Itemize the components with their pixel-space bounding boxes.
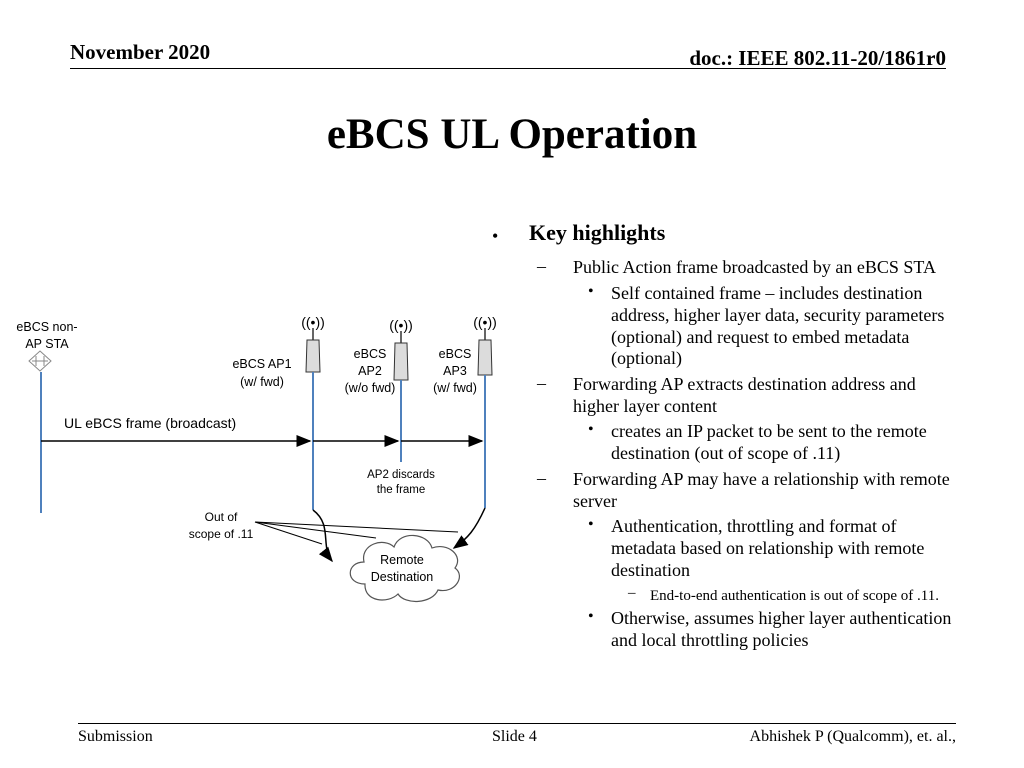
dash-marker: –: [537, 256, 546, 276]
ap2-label-line2: AP2: [358, 364, 382, 378]
remote-label-line1: Remote: [380, 553, 424, 567]
ap3-label-line2: AP3: [443, 364, 467, 378]
svg-text:((•)): ((•)): [389, 317, 413, 333]
bullet-level2-continued: destination: [611, 560, 690, 580]
bullet-level1: Forwarding AP extracts destination address and: [573, 374, 916, 394]
header-date: November 2020: [70, 40, 211, 64]
bullet-level2-continued: and local throttling policies: [611, 630, 809, 650]
network-diagram: [0, 300, 520, 610]
dash-marker: –: [537, 373, 546, 393]
ap1-label-line2: (w/ fwd): [240, 375, 284, 389]
bullet-level3: End-to-end authentication is out of scope of .11.: [650, 588, 939, 604]
ap3-antenna-icon: [473, 314, 497, 375]
bullet-dot: •: [588, 421, 594, 438]
bullet-level1: Forwarding AP may have a relationship with remote: [573, 469, 950, 489]
discard-label-line2: the frame: [376, 484, 426, 496]
ap1-antenna-icon: [301, 314, 325, 372]
bullet-level1: Public Action frame broadcasted by an eBCS STA: [573, 257, 936, 277]
bullet-level2: Otherwise, assumes higher layer authentication: [611, 608, 952, 628]
bullet-level1-continued: server: [573, 491, 617, 511]
ap2-label-line1: eBCS: [353, 347, 387, 361]
slide-title: eBCS UL Operation: [326, 111, 698, 158]
bullet-level2-continued: destination (out of scope of .11): [611, 443, 841, 463]
bullet-level2-continued: address, higher layer data, security parameters: [611, 305, 945, 325]
bullet-level2-continued: (optional): [611, 348, 682, 368]
bullet-dot: •: [492, 226, 499, 246]
ap1-label-line1: eBCS AP1: [232, 357, 292, 371]
remote-label-line2: Destination: [370, 570, 434, 584]
footer-divider: [78, 723, 956, 724]
dash-marker: –: [537, 468, 546, 488]
footer-author: Abhishek P (Qualcomm), et. al.,: [749, 728, 956, 745]
bullet-level1-continued: higher layer content: [573, 396, 717, 416]
bullet-dot: •: [588, 283, 594, 300]
discard-label-line1: AP2 discards: [367, 469, 435, 481]
sta-label-line2: AP STA: [25, 337, 69, 351]
dash-marker: –: [628, 585, 636, 601]
svg-text:((•)): ((•)): [473, 314, 497, 330]
header-divider: [70, 68, 946, 69]
header-doc-id: doc.: IEEE 802.11-20/1861r0: [689, 46, 946, 70]
ap1-to-remote-arrow: [313, 510, 332, 561]
frame-label: UL eBCS frame (broadcast): [64, 415, 237, 431]
ap3-label-line1: eBCS: [438, 347, 472, 361]
scope-callout-line-1: [255, 522, 376, 538]
bullet-dot: •: [588, 608, 594, 625]
bullet-level2-continued: (optional) and request to embed metadata: [611, 327, 910, 347]
sta-label-line1: eBCS non-: [16, 320, 78, 334]
ap3-label-line3: (w/ fwd): [433, 381, 477, 395]
scope-label-line1: Out of: [204, 510, 238, 524]
ap2-label-line3: (w/o fwd): [344, 381, 396, 395]
bullet-dot: •: [588, 516, 594, 533]
bullet-level2: Self contained frame – includes destination: [611, 283, 923, 303]
sta-device-icon: [29, 351, 51, 371]
bullet-heading: Key highlights: [529, 220, 666, 245]
scope-callout-line-2: [255, 522, 458, 532]
bullet-level2: Authentication, throttling and format of: [611, 516, 897, 536]
footer-submission: Submission: [78, 728, 153, 745]
svg-text:((•)): ((•)): [301, 314, 325, 330]
ap3-to-remote-arrow: [454, 508, 485, 548]
bullet-level2-continued: metadata based on relationship with remote: [611, 538, 925, 558]
footer-slide-number: Slide 4: [492, 728, 537, 745]
remote-destination-cloud: [350, 535, 459, 601]
bullet-level2: creates an IP packet to be sent to the remote: [611, 421, 927, 441]
ap2-antenna-icon: [389, 317, 413, 380]
scope-label-line2: scope of .11: [188, 527, 254, 541]
